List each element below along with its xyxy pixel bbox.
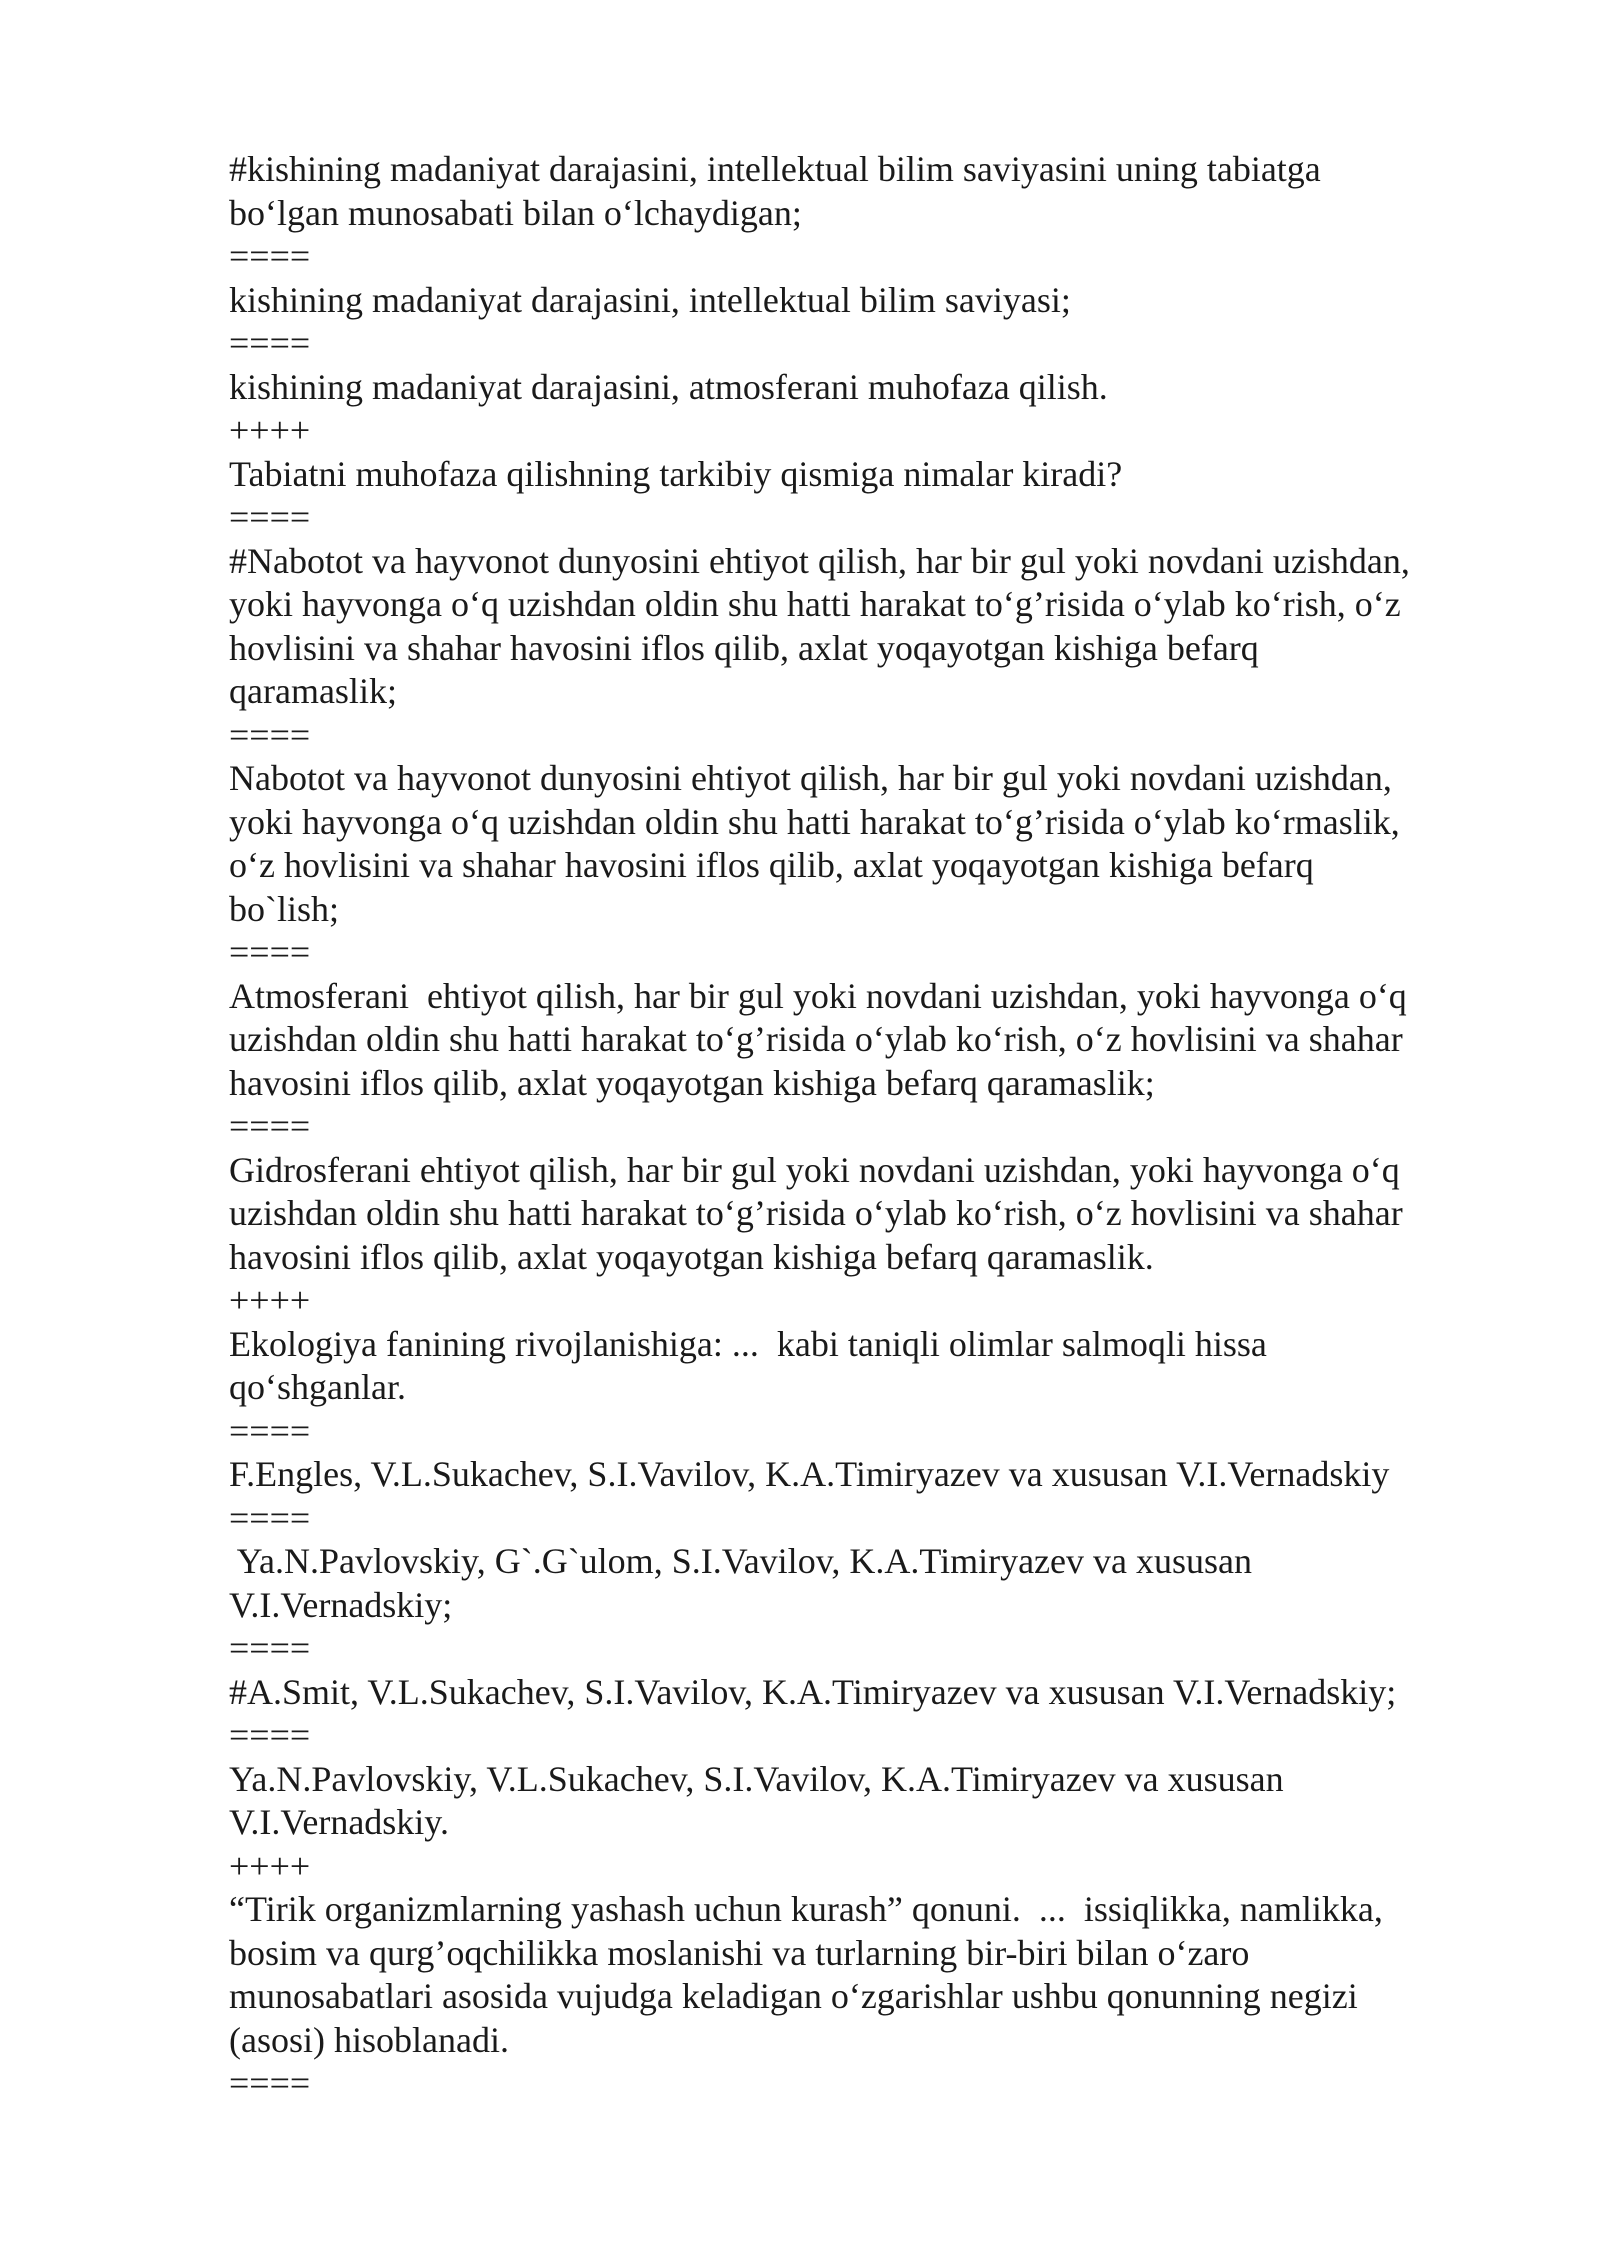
text-line: o‘z hovlisini va shahar havosini iflos qilib, axlat yoqayotgan kishiga befarq	[229, 845, 1314, 885]
separator-line: ====	[229, 497, 311, 537]
text-line: yoki hayvonga o‘q uzishdan oldin shu hatti harakat to‘g’risida o‘ylab ko‘rmaslik,	[229, 801, 1400, 842]
separator-line: ====	[229, 1715, 311, 1755]
text-line: Nabotot va hayvonot dunyosini ehtiyot qilish, har bir gul yoki novdani uzishdan,	[229, 758, 1392, 798]
text-line: kishining madaniyat darajasini, atmosferani muhofaza qilish.	[229, 366, 1108, 407]
question-separator-line: ++++	[229, 1845, 311, 1886]
text-line: bo`lish;	[229, 888, 340, 929]
text-line: #A.Smit, V.L.Sukachev, S.I.Vavilov, K.A.Timiryazev va xususan V.I.Vernadskiy;	[229, 1671, 1397, 1712]
text-line: F.Engles, V.L.Sukachev, S.I.Vavilov, K.A.Timiryazev va xususan V.I.Vernadskiy	[229, 1454, 1390, 1494]
text-line: havosini iflos qilib, axlat yoqayotgan kishiga befarq qaramaslik;	[229, 1062, 1155, 1103]
text-line: Ya.N.Pavlovskiy, V.L.Sukachev, S.I.Vavilov, K.A.Timiryazev va xususan	[229, 1758, 1284, 1799]
separator-line: ====	[229, 1106, 311, 1146]
question-line: Ekologiya fanining rivojlanishiga: ... kabi taniqli olimlar salmoqli hissa	[229, 1323, 1267, 1364]
document-page	[229, 148, 1499, 2106]
text-line: #kishining madaniyat darajasini, intellektual bilim saviyasini uning tabiatga	[229, 149, 1321, 189]
separator-line: ====	[229, 236, 311, 276]
text-line: uzishdan oldin shu hatti harakat to‘g’risida o‘ylab ko‘rish, o‘z hovlisini va shahar	[229, 1019, 1403, 1059]
separator-line: ====	[229, 323, 311, 363]
text-line: havosini iflos qilib, axlat yoqayotgan kishiga befarq qaramaslik.	[229, 1236, 1154, 1277]
question-line: bosim va qurg’oqchilikka moslanishi va turlarning bir-biri bilan o‘zaro	[229, 1932, 1250, 1973]
text-line: #Nabotot va hayvonot dunyosini ehtiyot qilish, har bir gul yoki novdani uzishdan,	[229, 540, 1410, 581]
question-line: (asosi) hisoblanadi.	[229, 2019, 509, 2060]
separator-line: ====	[229, 1410, 311, 1451]
text-line: V.I.Vernadskiy;	[229, 1584, 453, 1625]
text-line: yoki hayvonga o‘q uzishdan oldin shu hatti harakat to‘g’risida o‘ylab ko‘rish, o‘z	[229, 584, 1401, 624]
question-line: “Tirik organizmlarning yashash uchun kurash” qonuni. ... issiqlikka, namlikka,	[229, 1889, 1383, 1929]
text-line: Atmosferani ehtiyot qilish, har bir gul yoki novdani uzishdan, yoki hayvonga o‘q	[229, 975, 1407, 1016]
text-line: Gidrosferani ehtiyot qilish, har bir gul yoki novdani uzishdan, yoki hayvonga o‘q	[229, 1149, 1400, 1190]
text-line: V.I.Vernadskiy.	[229, 1802, 449, 1842]
question-separator-line: ++++	[229, 1280, 311, 1320]
text-line: bo‘lgan munosabati bilan o‘lchaydigan;	[229, 192, 802, 233]
separator-line: ====	[229, 1497, 311, 1538]
separator-line: ====	[229, 932, 311, 972]
text-line: hovlisini va shahar havosini iflos qilib, axlat yoqayotgan kishiga befarq	[229, 627, 1259, 668]
question-separator-line: ++++	[229, 410, 311, 450]
text-line: kishining madaniyat darajasini, intellektual bilim saviyasi;	[229, 279, 1071, 320]
separator-line: ====	[229, 2063, 311, 2103]
text-line: qaramaslik;	[229, 671, 397, 711]
separator-line: ====	[229, 1628, 311, 1668]
question-line: qo‘shganlar.	[229, 1367, 406, 1407]
text-line: uzishdan oldin shu hatti harakat to‘g’risida o‘ylab ko‘rish, o‘z hovlisini va shahar	[229, 1193, 1403, 1233]
question-line: munosabatlari asosida vujudga keladigan o‘zgarishlar ushbu qonunning negizi	[229, 1976, 1358, 2016]
separator-line: ====	[229, 714, 311, 755]
text-line: Ya.N.Pavlovskiy, G`.G`ulom, S.I.Vavilov, K.A.Timiryazev va xususan	[229, 1541, 1252, 1581]
question-line: Tabiatni muhofaza qilishning tarkibiy qismiga nimalar kiradi?	[229, 453, 1123, 494]
